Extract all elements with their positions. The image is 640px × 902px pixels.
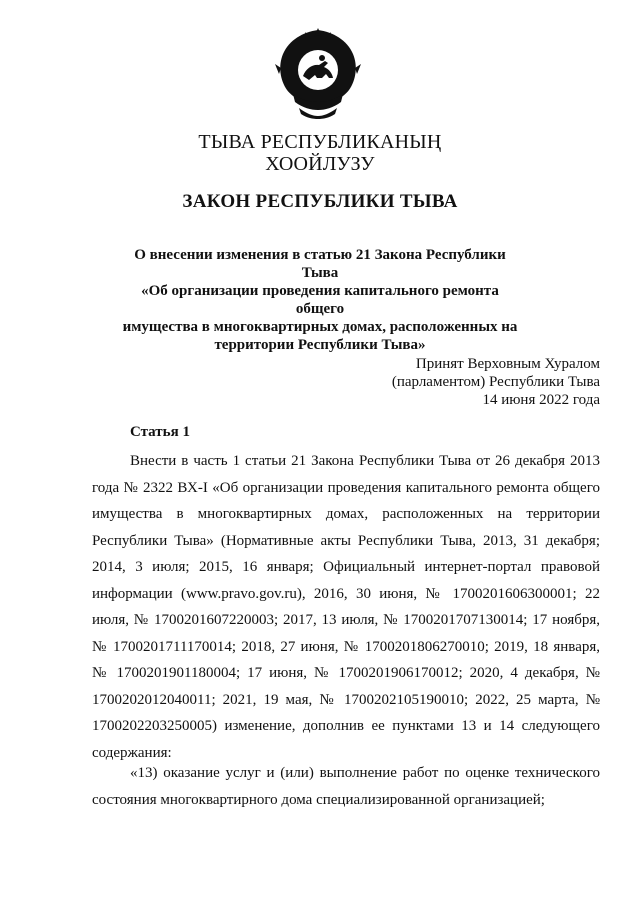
text-line: 1700202012040011; 2021, 19 мая, № 1700202105190010; 2022, 25 марта, № xyxy=(92,691,600,708)
subject-line: имущества в многоквартирных домах, расположенных на xyxy=(122,319,518,335)
text-line: «13) оказание услуг и (или) выполнение работ по оценке технического xyxy=(130,765,600,781)
text-line: года № 2322 ВХ-I «Об организации проведения капитального ремонта общего xyxy=(92,479,600,496)
text-line: № 1700201901180004; 17 июня, № 1700201906170012; 2020, 4 декабря, № xyxy=(92,665,600,681)
adoption-note xyxy=(392,355,600,409)
article-paragraph-2 xyxy=(92,760,600,813)
text-line: содержания: xyxy=(92,744,172,761)
law-subject xyxy=(120,246,520,354)
org-name xyxy=(0,131,640,175)
law-title: ЗАКОН РЕСПУБЛИКИ ТЫВА xyxy=(182,191,458,212)
text-line: состояния многоквартирного дома специализированной организацией; xyxy=(92,791,545,808)
adoption-line: Принят Верховным Хуралом xyxy=(415,356,600,372)
article-paragraph-1 xyxy=(92,448,600,766)
article-heading: Статья 1 xyxy=(130,424,190,440)
subject-line: территории Республики Тыва» xyxy=(214,337,426,353)
text-line: имущества в многоквартирных домах, расположенных на территории xyxy=(92,506,600,522)
text-line: 2014, 3 июля; 2015, 16 января; Официальный интернет-портал правовой xyxy=(92,559,600,575)
coat-of-arms-emblem xyxy=(275,28,361,120)
org-name-line-1: ТЫВА РЕСПУБЛИКАНЫҢ xyxy=(198,131,442,153)
subject-line: «Об организации проведения капитального ремонта общего xyxy=(141,283,499,317)
text-line: Внести в часть 1 статьи 21 Закона Республики Тыва от 26 декабря 2013 xyxy=(130,453,600,469)
text-line: Республики Тыва» (Нормативные акты Республики Тыва, 2013, 31 декабря; xyxy=(92,532,600,549)
text-line: 1700202203250005) изменение, дополнив ее пунктами 13 и 14 следующего xyxy=(92,718,600,734)
subject-line: О внесении изменения в статью 21 Закона Республики Тыва xyxy=(134,247,506,281)
text-line: № 1700201711170014; 2018, 27 июня, № 1700201806270010; 2019, 18 января, xyxy=(92,638,600,655)
text-line: июля, № 1700201607220003; 2017, 13 июля, № 1700201707130014; 17 ноября, xyxy=(92,612,600,628)
adoption-line: (парламентом) Республики Тыва xyxy=(391,374,600,390)
org-name-line-2: ХООЙЛУЗУ xyxy=(265,153,375,175)
text-line: информации (www.pravo.gov.ru), 2016, 30 июня, № 1700201606300001; 22 xyxy=(92,585,600,602)
adoption-date: 14 июня 2022 года xyxy=(482,392,600,408)
